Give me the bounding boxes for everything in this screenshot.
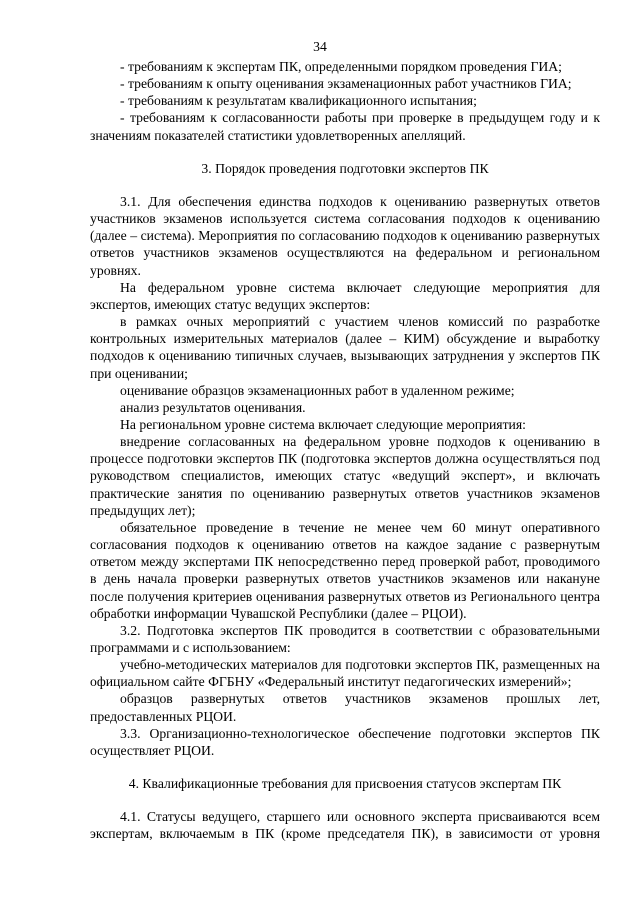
paragraph: в рамках очных мероприятий с участием членов комиссий по разработке контрольных измерительных материалов (далее – КИМ) обсуждение и выработку подходов к оцениванию типичных случаев, вызывающих затруднения у экспертов ПК при оценивании; xyxy=(90,314,600,381)
page-number: 34 xyxy=(313,39,327,54)
section-heading: 4. Квалификационные требования для присвоения статусов экспертам ПК xyxy=(128,776,562,792)
paragraph: На региональном уровне система включает следующие мероприятия: xyxy=(120,416,526,432)
paragraph: 3.1. Для обеспечения единства подходов к оцениванию развернутых ответов участников экзаменов используется система согласования подходов к оцениванию (далее – система). Мероприятия по согласованию подходов к оцениванию развернутых ответов участников экзаменов осуществляются на федеральном и региональном уровнях. xyxy=(90,193,600,278)
paragraph: образцов развернутых ответов участников экзаменов прошлых лет, предоставленных РЦОИ. xyxy=(90,691,600,724)
paragraph: анализ результатов оценивания. xyxy=(120,399,306,415)
paragraph: обязательное проведение в течение не менее чем 60 минут оперативного согласования подходов к оцениванию ответов на каждое задание с развернутым ответом между экспертами ПК непосредственно перед проверкой работ, проводимого в день начала проверки развернутых ответов участников экзаменов или накануне после получения критериев оценивания развернутых ответов из Регионального центра обработки информации Чувашской Республики (далее – РЦОИ). xyxy=(90,519,600,621)
paragraph: 4.1. Статусы ведущего, старшего или основного эксперта присваиваются всем экспертам, включаемым в ПК (кроме председателя ПК), в зависимости от уровня xyxy=(90,809,600,842)
paragraph: 3.2. Подготовка экспертов ПК проводится в соответствии с образовательными программами и с использованием: xyxy=(90,622,600,655)
page-body xyxy=(90,58,600,843)
paragraph: На федеральном уровне система включает следующие мероприятия для экспертов, имеющих статус ведущих экспертов: xyxy=(90,279,600,312)
paragraph: - требованиям к опыту оценивания экзаменационных работ участников ГИА; xyxy=(120,76,572,92)
paragraph: - требованиям к результатам квалификационного испытания; xyxy=(120,93,477,109)
paragraph: - требованиям к согласованности работы при проверке в предыдущем году и к значениям показателей статистики удовлетворенных апелляций. xyxy=(90,110,600,143)
paragraph: оценивание образцов экзаменационных работ в удаленном режиме; xyxy=(120,382,515,398)
paragraph: учебно-методических материалов для подготовки экспертов ПК, размещенных на официальном сайте ФГБНУ «Федеральный институт педагогических измерений»; xyxy=(90,657,600,690)
paragraph: внедрение согласованных на федеральном уровне подходов к оцениванию в процессе подготовки экспертов ПК (подготовка экспертов должна осуществляться под руководством специалистов, имеющих статус «ведущий эксперт», и включать практические занятия по оцениванию развернутых ответов участников экзаменов предыдущих лет); xyxy=(90,434,600,518)
paragraph: - требованиям к экспертам ПК, определенными порядком проведения ГИА; xyxy=(120,59,562,74)
section-heading: 3. Порядок проведения подготовки экспертов ПК xyxy=(201,160,489,176)
paragraph: 3.3. Организационно-технологическое обеспечение подготовки экспертов ПК осуществляет РЦОИ. xyxy=(90,725,600,758)
